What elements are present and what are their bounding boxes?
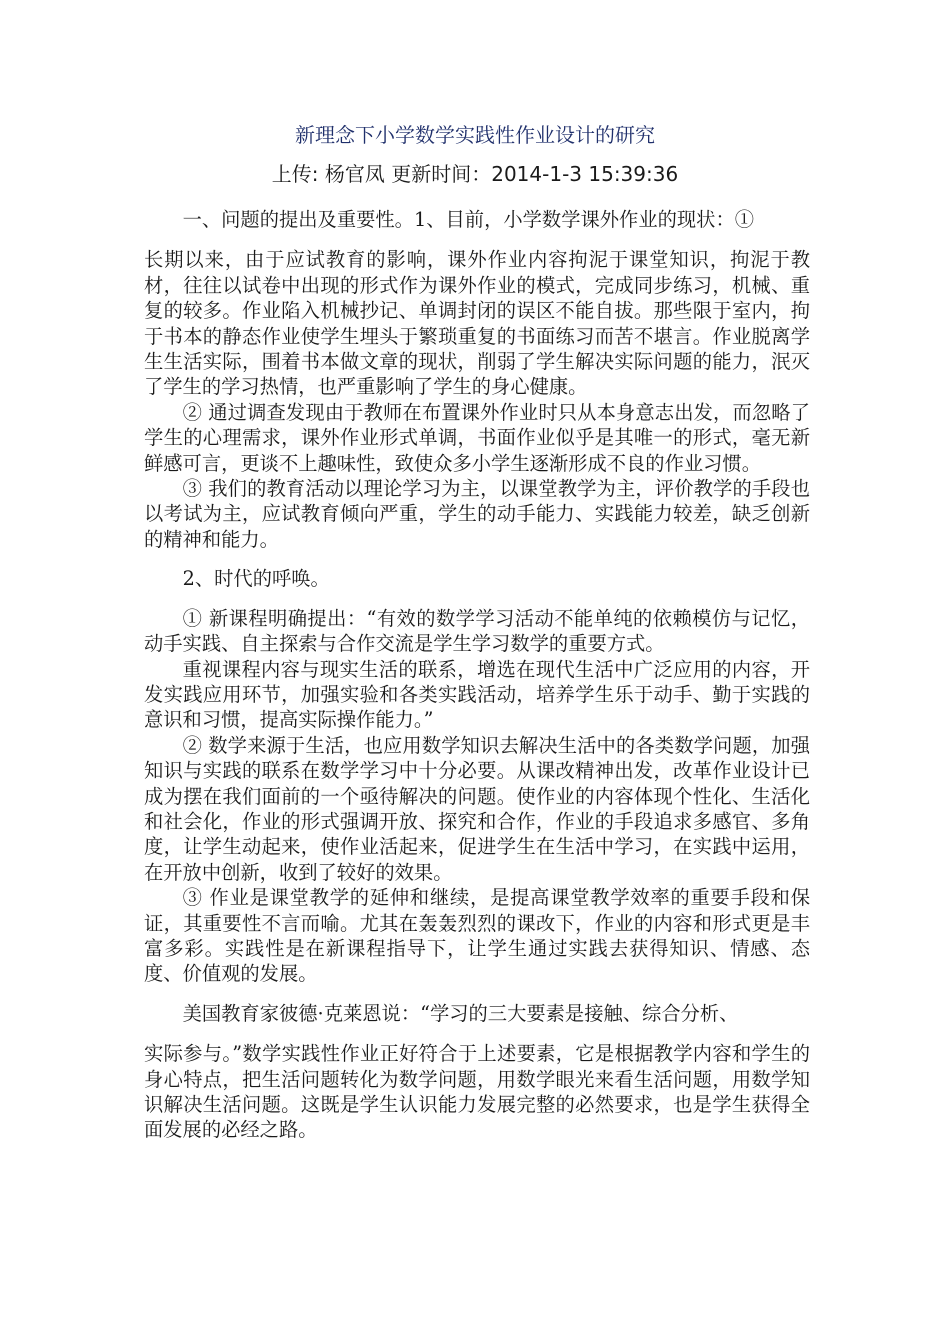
paragraph-real-life: 重视课程内容与现实生活的联系，增选在现代生活中广泛应用的内容，开发实践应用环节，加强实验和各类实践活动，培养学生乐于动手、勤于实践的意识和习惯，提高实际操作能力。” — [144, 657, 810, 732]
paragraph-survey: ② 通过调查发现由于教师在布置课外作业时只从本身意志出发，而忽略了学生的心理需求，课外作业形式单调，书面作业似乎是其唯一的形式，毫无新鲜感可言，更谈不上趣味性，致使众多小学生逐渐形成不良的作业习惯。 — [144, 400, 810, 475]
document-title: 新理念下小学数学实践性作业设计的研究 — [295, 123, 655, 147]
paragraph-math-source: ② 数学来源于生活，也应用数学知识去解决生活中的各类数学问题，加强知识与实践的联系在数学学习中十分必要。从课改精神出发，改革作业设计已成为摆在我们面前的一个亟待解决的问题。使作业的内容体现个性化、生活化和社会化，作业的形式强调开放、探究和合作，作业的手段追求多感官、多角度，让学生动起来，使作业活起来，促进学生在生活中学习，在实践中运用，在开放中创新，收到了较好的效果。 — [144, 733, 810, 884]
upload-meta: 上传: 杨官凤 更新时间：2014-1-3 15:39:36 — [271, 162, 679, 186]
paragraph-quote: 美国教育家彼德·克莱恩说：“学习的三大要素是接触、综合分析、 — [182, 1001, 739, 1025]
document-body — [144, 207, 810, 1143]
paragraph-conclusion: 实际参与。”数学实践性作业正好符合于上述要素，它是根据教学内容和学生的身心特点，把生活问题转化为数学问题，用数学眼光来看生活问题，用数学知识解决生活问题。这既是学生认识能力发展完整的必然要求，也是学生获得全面发展的必经之路。 — [144, 1042, 810, 1142]
paragraph-homework-extension: ③ 作业是课堂教学的延伸和继续，是提高课堂教学效率的重要手段和保证，其重要性不言而喻。尤其在轰轰烈烈的课改下，作业的内容和形式更是丰富多彩。实践性是在新课程指导下，让学生通过实践去获得知识、情感、态度、价值观的发展。 — [144, 886, 810, 986]
paragraph-new-curriculum: ① 新课程明确提出：“有效的数学学习活动不能单纯的依赖模仿与记忆，动手实践、自主探索与合作交流是学生学习数学的重要方式。 — [144, 606, 810, 656]
paragraph-education: ③ 我们的教育活动以理论学习为主，以课堂教学为主，评价教学的手段也以考试为主，应试教育倾向严重，学生的动手能力、实践能力较差，缺乏创新的精神和能力。 — [144, 477, 810, 551]
paragraph-current-status: 长期以来，由于应试教育的影响，课外作业内容拘泥于课堂知识，拘泥于教材，往往以试卷中出现的形式作为课外作业的模式，完成同步练习，机械、重复的较多。作业陷入机械抄记、单调封闭的误区不能自拔。那些限于室内，拘于书本的静态作业使学生埋头于繁琐重复的书面练习而苦不堪言。作业脱离学生生活实际，围着书本做文章的现状，削弱了学生解决实际问题的能力，泯灭了学生的学习热情，也严重影响了学生的身心健康。 — [144, 248, 810, 399]
paragraph-intro: 一、问题的提出及重要性。1、目前，小学数学课外作业的现状：① — [182, 208, 755, 231]
paragraph-era-call: 2、时代的呼唤。 — [182, 567, 330, 591]
